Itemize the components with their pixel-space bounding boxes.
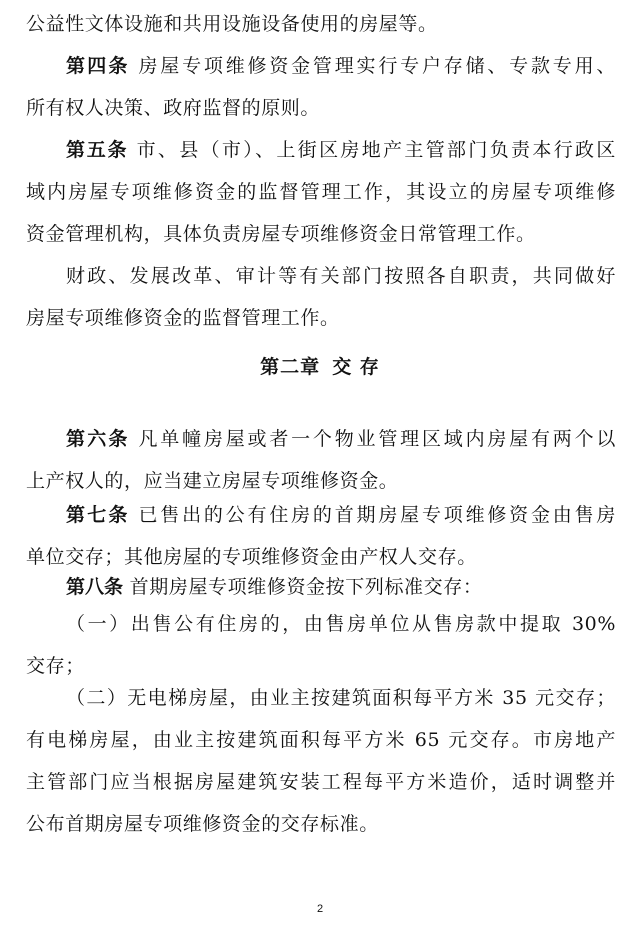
- text-line: 单位交存；其他房屋的专项维修资金由产权人交存。: [26, 546, 477, 568]
- article-text: 房屋专项维修资金管理实行专户存储、专款专用、: [138, 55, 617, 77]
- article-text: 凡单幢房屋或者一个物业管理区域内房屋有两个以: [138, 428, 617, 450]
- text-line: 公布首期房屋专项维修资金的交存标准。: [26, 813, 379, 835]
- article-8: [26, 566, 616, 608]
- text-line: [26, 566, 616, 608]
- text-line: 资金管理机构，具体负责房屋专项维修资金日常管理工作。: [26, 223, 536, 245]
- text-line: [26, 129, 616, 171]
- article-label: 第七条: [66, 504, 130, 526]
- chapter-heading: [0, 346, 640, 388]
- text-line: 公益性文体设施和共用设施设备使用的房屋等。: [26, 13, 438, 35]
- page-number: 2: [316, 903, 324, 915]
- article-6: [26, 418, 616, 502]
- chapter-number: 第二章: [260, 356, 321, 378]
- text-line: 所有权人决策、政府监督的原则。: [26, 97, 321, 119]
- text-line: [26, 494, 616, 536]
- chapter-title: 交 存: [332, 356, 380, 378]
- text-line: 上产权人的，应当建立房屋专项维修资金。: [26, 470, 399, 492]
- text-line: 财政、发展改革、审计等有关部门按照各自职责，共同做好: [66, 265, 616, 287]
- text-line: （一）出售公有住房的，由售房单位从售房款中提取 30%: [66, 613, 616, 635]
- paragraph-continuation: [26, 3, 616, 45]
- text-line: 主管部门应当根据房屋建筑安装工程每平方米造价，适时调整并: [26, 771, 616, 793]
- list-item-1: [26, 603, 616, 687]
- text-line: 房屋专项维修资金的监督管理工作。: [26, 307, 340, 329]
- text-line: 交存；: [26, 655, 85, 677]
- article-4: [26, 45, 616, 129]
- list-item-2: [26, 677, 616, 845]
- article-5: [26, 129, 616, 255]
- text-line: （二）无电梯房屋，由业主按建筑面积每平方米 35 元交存；: [66, 687, 616, 709]
- article-label: 第四条: [66, 55, 130, 77]
- text-line: 有电梯房屋，由业主按建筑面积每平方米 65 元交存。市房地产: [26, 729, 616, 751]
- paragraph-finance: [26, 255, 616, 339]
- article-text: 已售出的公有住房的首期房屋专项维修资金由售房: [138, 504, 617, 526]
- article-label: 第五条: [66, 139, 129, 161]
- text-line: [26, 45, 616, 87]
- article-label: 第六条: [66, 428, 130, 450]
- text-line: [26, 418, 616, 460]
- text-line: 域内房屋专项维修资金的监督管理工作，其设立的房屋专项维修: [26, 181, 616, 203]
- article-text: 市、县（市）、上街区房地产主管部门负责本行政区: [136, 139, 616, 161]
- article-text: 首期房屋专项维修资金按下列标准交存：: [129, 576, 483, 598]
- article-label: 第八条: [66, 576, 124, 598]
